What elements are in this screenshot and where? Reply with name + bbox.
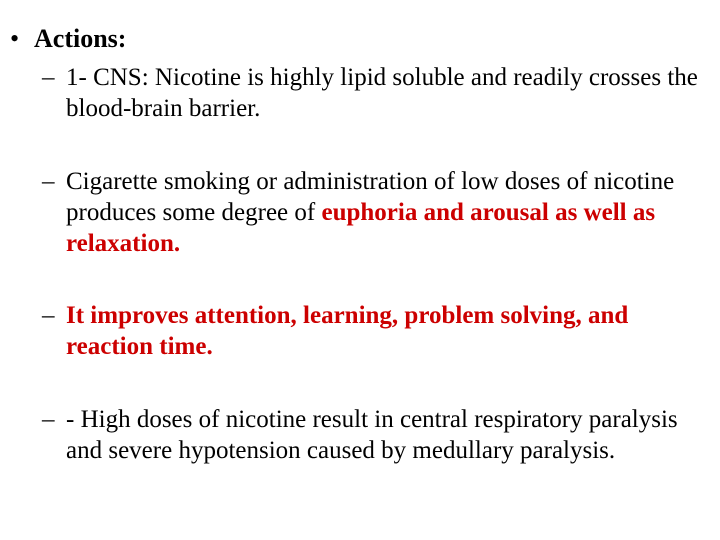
item-highlight-text: It improves attention, learning, problem solving, and reaction time.: [66, 302, 629, 360]
item-text: - High doses of nicotine result in central respiratory paralysis and severe hypotension caused by medullary paralysis.: [66, 406, 678, 464]
heading-text: Actions:: [34, 24, 127, 53]
dash-icon: –: [42, 64, 55, 91]
list-item: [42, 62, 716, 124]
list-item: [42, 300, 716, 362]
bullet-icon: •: [10, 24, 20, 53]
item-text: 1- CNS: Nicotine is highly lipid soluble and readily crosses the blood-brain barrier.: [66, 64, 698, 122]
dash-icon: –: [42, 406, 55, 433]
item-highlight-text: euphoria and arousal as well as relaxation.: [66, 199, 656, 257]
list-item: [42, 404, 716, 466]
list-item: [42, 166, 716, 259]
item-text: Cigarette smoking or administration of low doses of nicotine produces some degree of: [66, 168, 675, 226]
heading: [10, 22, 126, 56]
dash-icon: –: [42, 168, 55, 195]
dash-icon: –: [42, 302, 55, 329]
